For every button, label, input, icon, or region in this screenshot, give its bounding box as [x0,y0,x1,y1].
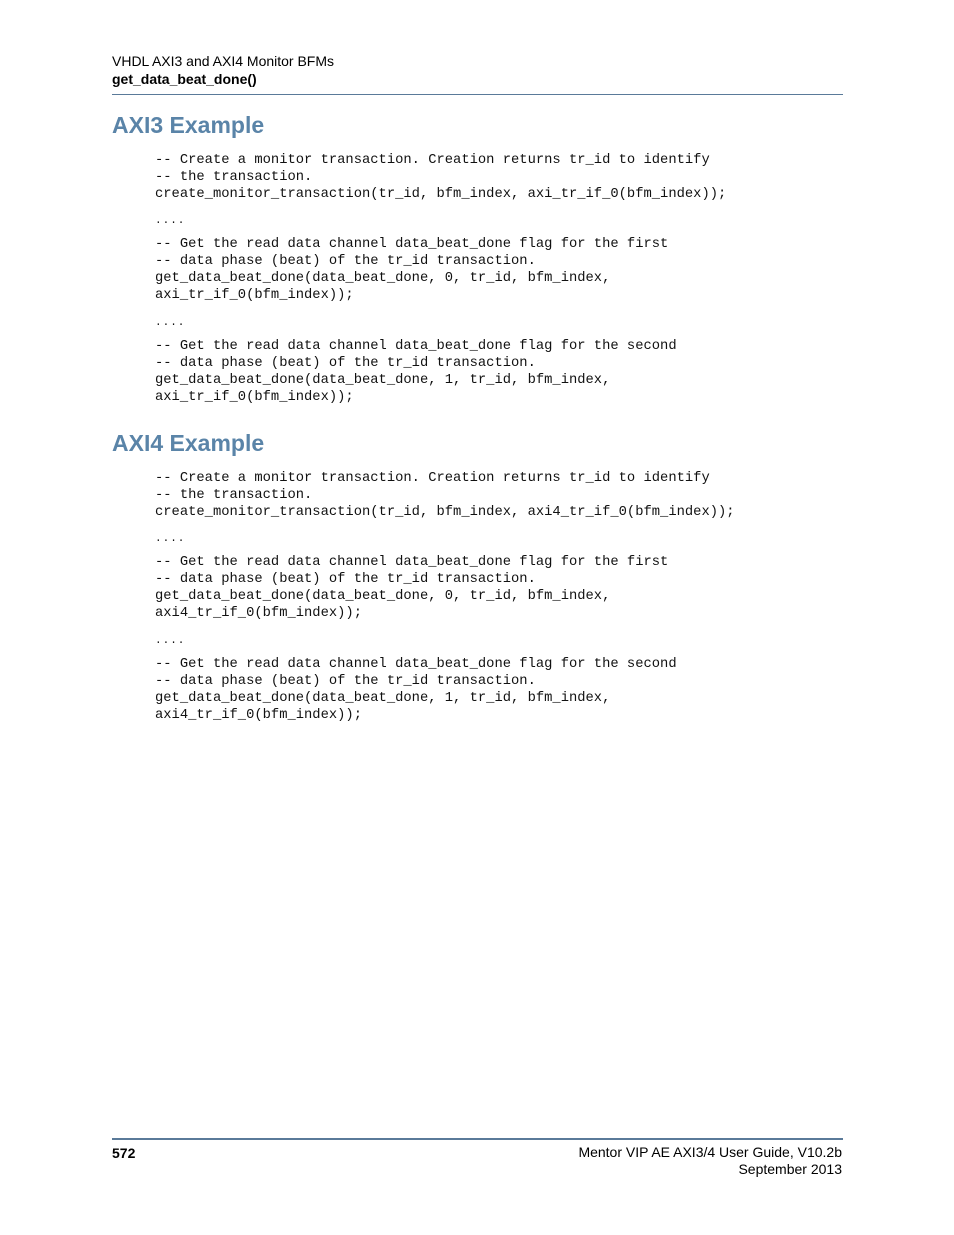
axi3-code-first-beat: -- Get the read data channel data_beat_done flag for the first -- data phase (beat) of the tr_id transaction. get_data_beat_done(data_beat_done, 0, tr_id, bfm_index, axi_tr_if_0(bfm_index)); [155,237,669,303]
footer-divider [112,1138,843,1140]
axi4-code-second-beat: -- Get the read data channel data_beat_done flag for the second -- data phase (beat) of the tr_id transaction. get_data_beat_done(data_beat_done, 1, tr_id, bfm_index, axi4_tr_if_0(bfm_index)); [155,657,677,723]
page-number: 572 [112,1145,136,1161]
header-divider [112,94,843,95]
axi3-code-second-beat: -- Get the read data channel data_beat_done flag for the second -- data phase (beat) of the tr_id transaction. get_data_beat_done(data_beat_done, 1, tr_id, bfm_index, axi_tr_if_0(bfm_index)); [155,339,677,405]
axi3-code-create-transaction: -- Create a monitor transaction. Creation returns tr_id to identify -- the transaction. create_monitor_transaction(tr_id, bfm_index, axi_tr_if_0(bfm_index)); [155,153,727,202]
footer-guide-info [578,1144,842,1178]
axi4-code-create-transaction: -- Create a monitor transaction. Creation returns tr_id to identify -- the transaction. create_monitor_transaction(tr_id, bfm_index, axi4_tr_if_0(bfm_index)); [155,471,735,520]
axi4-code-first-beat: -- Get the read data channel data_beat_done flag for the first -- data phase (beat) of the tr_id transaction. get_data_beat_done(data_beat_done, 0, tr_id, bfm_index, axi4_tr_if_0(bfm_index)); [155,555,669,621]
section-title: get_data_beat_done() [112,71,257,87]
axi4-code-ellipsis-1: .... [155,533,186,545]
axi3-code-ellipsis-2: .... [155,317,186,329]
axi4-example-heading: AXI4 Example [112,430,265,456]
running-header [112,52,843,88]
publication-date: September 2013 [738,1161,842,1177]
guide-title: Mentor VIP AE AXI3/4 User Guide, V10.2b [578,1144,842,1160]
document-title: VHDL AXI3 and AXI4 Monitor BFMs [112,53,335,69]
axi3-example-heading: AXI3 Example [112,112,265,138]
axi4-code-ellipsis-2: .... [155,635,186,647]
axi3-code-ellipsis-1: .... [155,215,186,227]
